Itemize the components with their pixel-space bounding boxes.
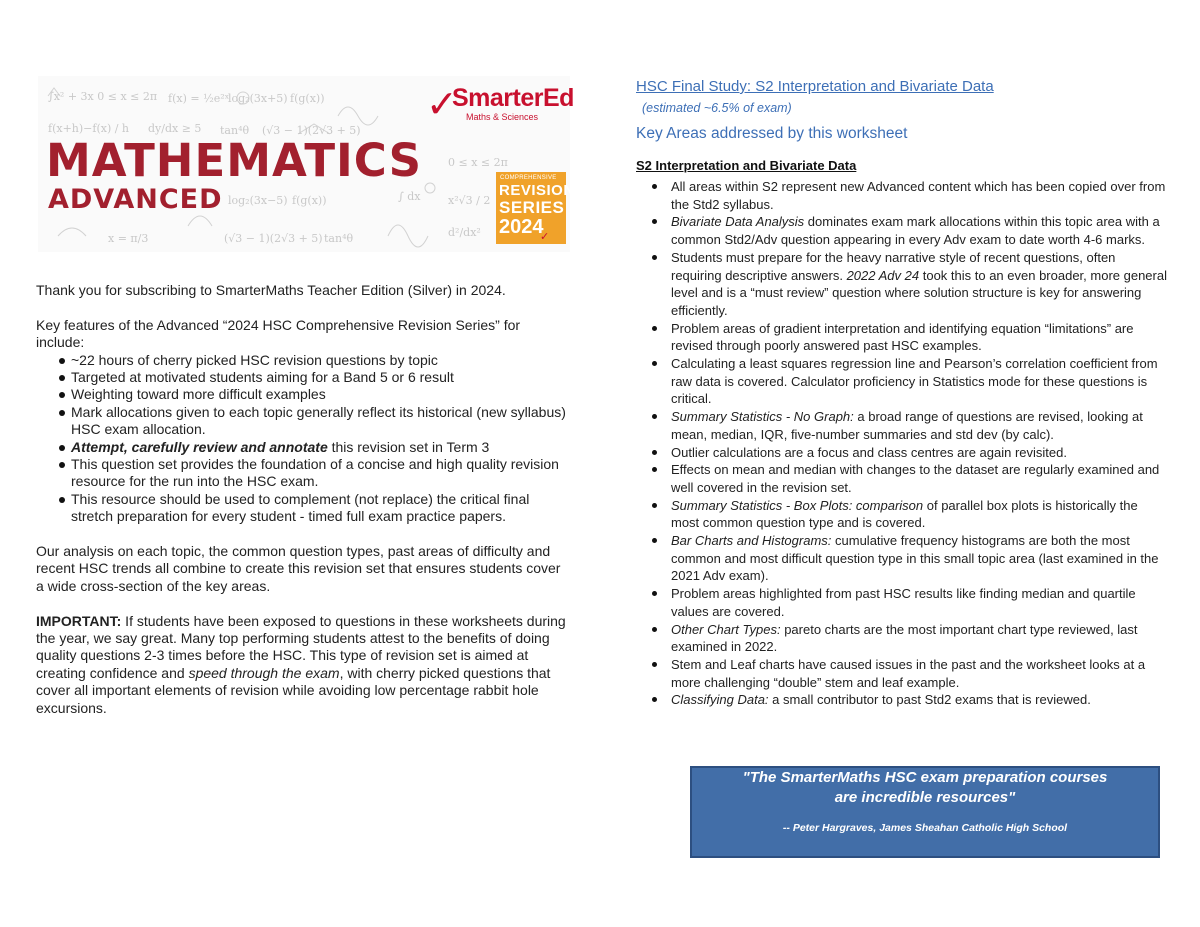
svg-text:x²√3 / 2: x²√3 / 2 [448, 194, 491, 207]
svg-text:tan⁴θ: tan⁴θ [220, 124, 250, 137]
list-item: Attempt, carefully review and annotate this revision set in Term 3 [36, 439, 566, 456]
svg-text:f(g(x)): f(g(x)) [292, 194, 327, 207]
svg-text:(√3 − 1)(2√3 + 5): (√3 − 1)(2√3 + 5) [262, 124, 361, 137]
list-item: Mark allocations given to each topic generally reflect its historical (new syllabus) HSC exam allocation. [36, 404, 566, 439]
svg-text:tan⁴θ: tan⁴θ [324, 232, 354, 245]
smartered-logo [426, 84, 574, 126]
list-item: This question set provides the foundation of a concise and high quality revision resource for the run into the HSC exam. [36, 456, 566, 491]
svg-text:f(g(x)): f(g(x)) [290, 92, 325, 105]
svg-text:f(x) = ½e²ˣ: f(x) = ½e²ˣ [168, 92, 230, 105]
list-item: Bar Charts and Histograms: cumulative frequency histograms are both the most common and most difficult question type in this small topic area (last examined in the 2021 Adv exam). [636, 532, 1168, 585]
list-item: Other Chart Types: pareto charts are the most important chart type reviewed, last examined in 2022. [636, 621, 1168, 656]
banner-title: MATHEMATICS [46, 134, 423, 187]
banner-subtitle: ADVANCED [48, 184, 223, 215]
svg-text:0 ≤ x ≤ 2π: 0 ≤ x ≤ 2π [448, 156, 508, 169]
svg-text:(√3 − 1)(2√3 + 5): (√3 − 1)(2√3 + 5) [224, 232, 323, 245]
list-item: This resource should be used to complement (not replace) the critical final stretch preparation for every student - timed full exam practice papers. [36, 491, 566, 526]
svg-text:x = π/3: x = π/3 [108, 232, 149, 245]
section-heading: S2 Interpretation and Bivariate Data [636, 158, 857, 173]
intro-text: Thank you for subscribing to SmarterMaths Teacher Edition (Silver) in 2024. [36, 282, 506, 298]
features-list [36, 352, 566, 526]
brand-tagline: Maths & Sciences [466, 112, 539, 122]
right-column [636, 78, 1168, 709]
svg-text:d²/dx²: d²/dx² [448, 226, 481, 239]
list-item: Bivariate Data Analysis dominates exam mark allocations within this topic area with a common Std2/Adv question appearing in every Adv exam to date worth 4-6 marks. [636, 213, 1168, 248]
left-column [36, 282, 566, 717]
testimonial-line-1: "The SmarterMaths HSC exam preparation courses [742, 769, 1108, 786]
features-intro: Key features of the Advanced “2024 HSC Comprehensive Revision Series” for include: [36, 316, 521, 351]
list-item: Problem areas highlighted from past HSC results like finding median and quartile values are covered. [636, 585, 1168, 620]
svg-text:∫x² + 3x 0 ≤ x ≤ 2π: ∫x² + 3x 0 ≤ x ≤ 2π [48, 90, 158, 103]
testimonial-box [690, 766, 1160, 858]
key-areas-heading: Key Areas addressed by this worksheet [636, 125, 908, 142]
badge-line-2: REVISION [499, 182, 575, 199]
list-item: Problem areas of gradient interpretation and identifying equation “limitations” are revised through poorly answered past HSC examples. [636, 320, 1168, 355]
badge-line-1: COMPREHENSIVE [500, 175, 557, 181]
list-item: Students must prepare for the heavy narrative style of recent questions, often requiring descriptive answers. 2022 Adv 24 took this to an even broader, more general level and is a “must review” question where solution structure is key for answering efficiently. [636, 249, 1168, 320]
header-banner [38, 76, 575, 252]
list-item: Summary Statistics - No Graph: a broad range of questions are revised, looking at mean, median, IQR, five-number summaries and std dev (by calc). [636, 408, 1168, 443]
badge-line-3: SERIES [499, 198, 565, 217]
svg-text:f(x+h)−f(x) / h: f(x+h)−f(x) / h [48, 122, 130, 135]
brand-name: SmarterEd [452, 84, 574, 112]
badge-check-icon: ✓ [540, 231, 550, 243]
list-item: All areas within S2 represent new Advanced content which has been copied over from the Std2 syllabus. [636, 178, 1168, 213]
analysis-text: Our analysis on each topic, the common question types, past areas of difficulty and recent HSC trends all combine to create this revision set that ensures students cover a wide cross-section of the key areas. [36, 543, 561, 594]
list-item: Effects on mean and median with changes to the dataset are regularly examined and well covered in the revision set. [636, 461, 1168, 496]
key-areas-list [636, 178, 1168, 709]
testimonial-attribution: -- Peter Hargraves, James Sheahan Catholic High School [782, 822, 1068, 834]
svg-text:log₂(3x−5): log₂(3x−5) [228, 194, 288, 207]
list-item: Targeted at motivated students aiming for a Band 5 or 6 result [36, 369, 566, 386]
checkmark-icon: ✓ [426, 84, 458, 126]
revision-series-badge [496, 172, 575, 244]
important-note: IMPORTANT: If students have been exposed to questions in these worksheets during the year, we say great. Many top performing students attest to the benefits of doing quality questions 2-3 times before the HSC. This type of revision set is aimed at creating confidence and speed through the exam, with cherry picked questions that cover all important elements of revision while avoiding low percentage rabbit hole excursions. [36, 612, 566, 716]
badge-year: 2024 [499, 216, 544, 238]
list-item: Summary Statistics - Box Plots: comparison of parallel box plots is historically the most common question type and is covered. [636, 497, 1168, 532]
list-item: Stem and Leaf charts have caused issues in the past and the worksheet looks at a more challenging “double” stem and leaf example. [636, 656, 1168, 691]
list-item: ~22 hours of cherry picked HSC revision questions by topic [36, 352, 566, 369]
list-item: Outlier calculations are a focus and class centres are again revisited. [636, 444, 1168, 462]
svg-text:dy/dx ≥ 5: dy/dx ≥ 5 [148, 122, 202, 135]
testimonial-line-2: are incredible resources" [834, 789, 1016, 806]
svg-text:log₂(3x+5): log₂(3x+5) [228, 92, 288, 105]
worksheet-title: HSC Final Study: S2 Interpretation and Bivariate Data [636, 78, 994, 95]
list-item: Weighting toward more difficult examples [36, 386, 566, 403]
list-item: Calculating a least squares regression line and Pearson’s correlation coefficient from raw data is covered. Calculator proficiency in Statistics mode for these questions is critical. [636, 355, 1168, 408]
list-item: Classifying Data: a small contributor to past Std2 exams that is reviewed. [636, 691, 1168, 709]
svg-text:∫ dx: ∫ dx [398, 190, 421, 203]
exam-estimate: (estimated ~6.5% of exam) [642, 101, 792, 115]
